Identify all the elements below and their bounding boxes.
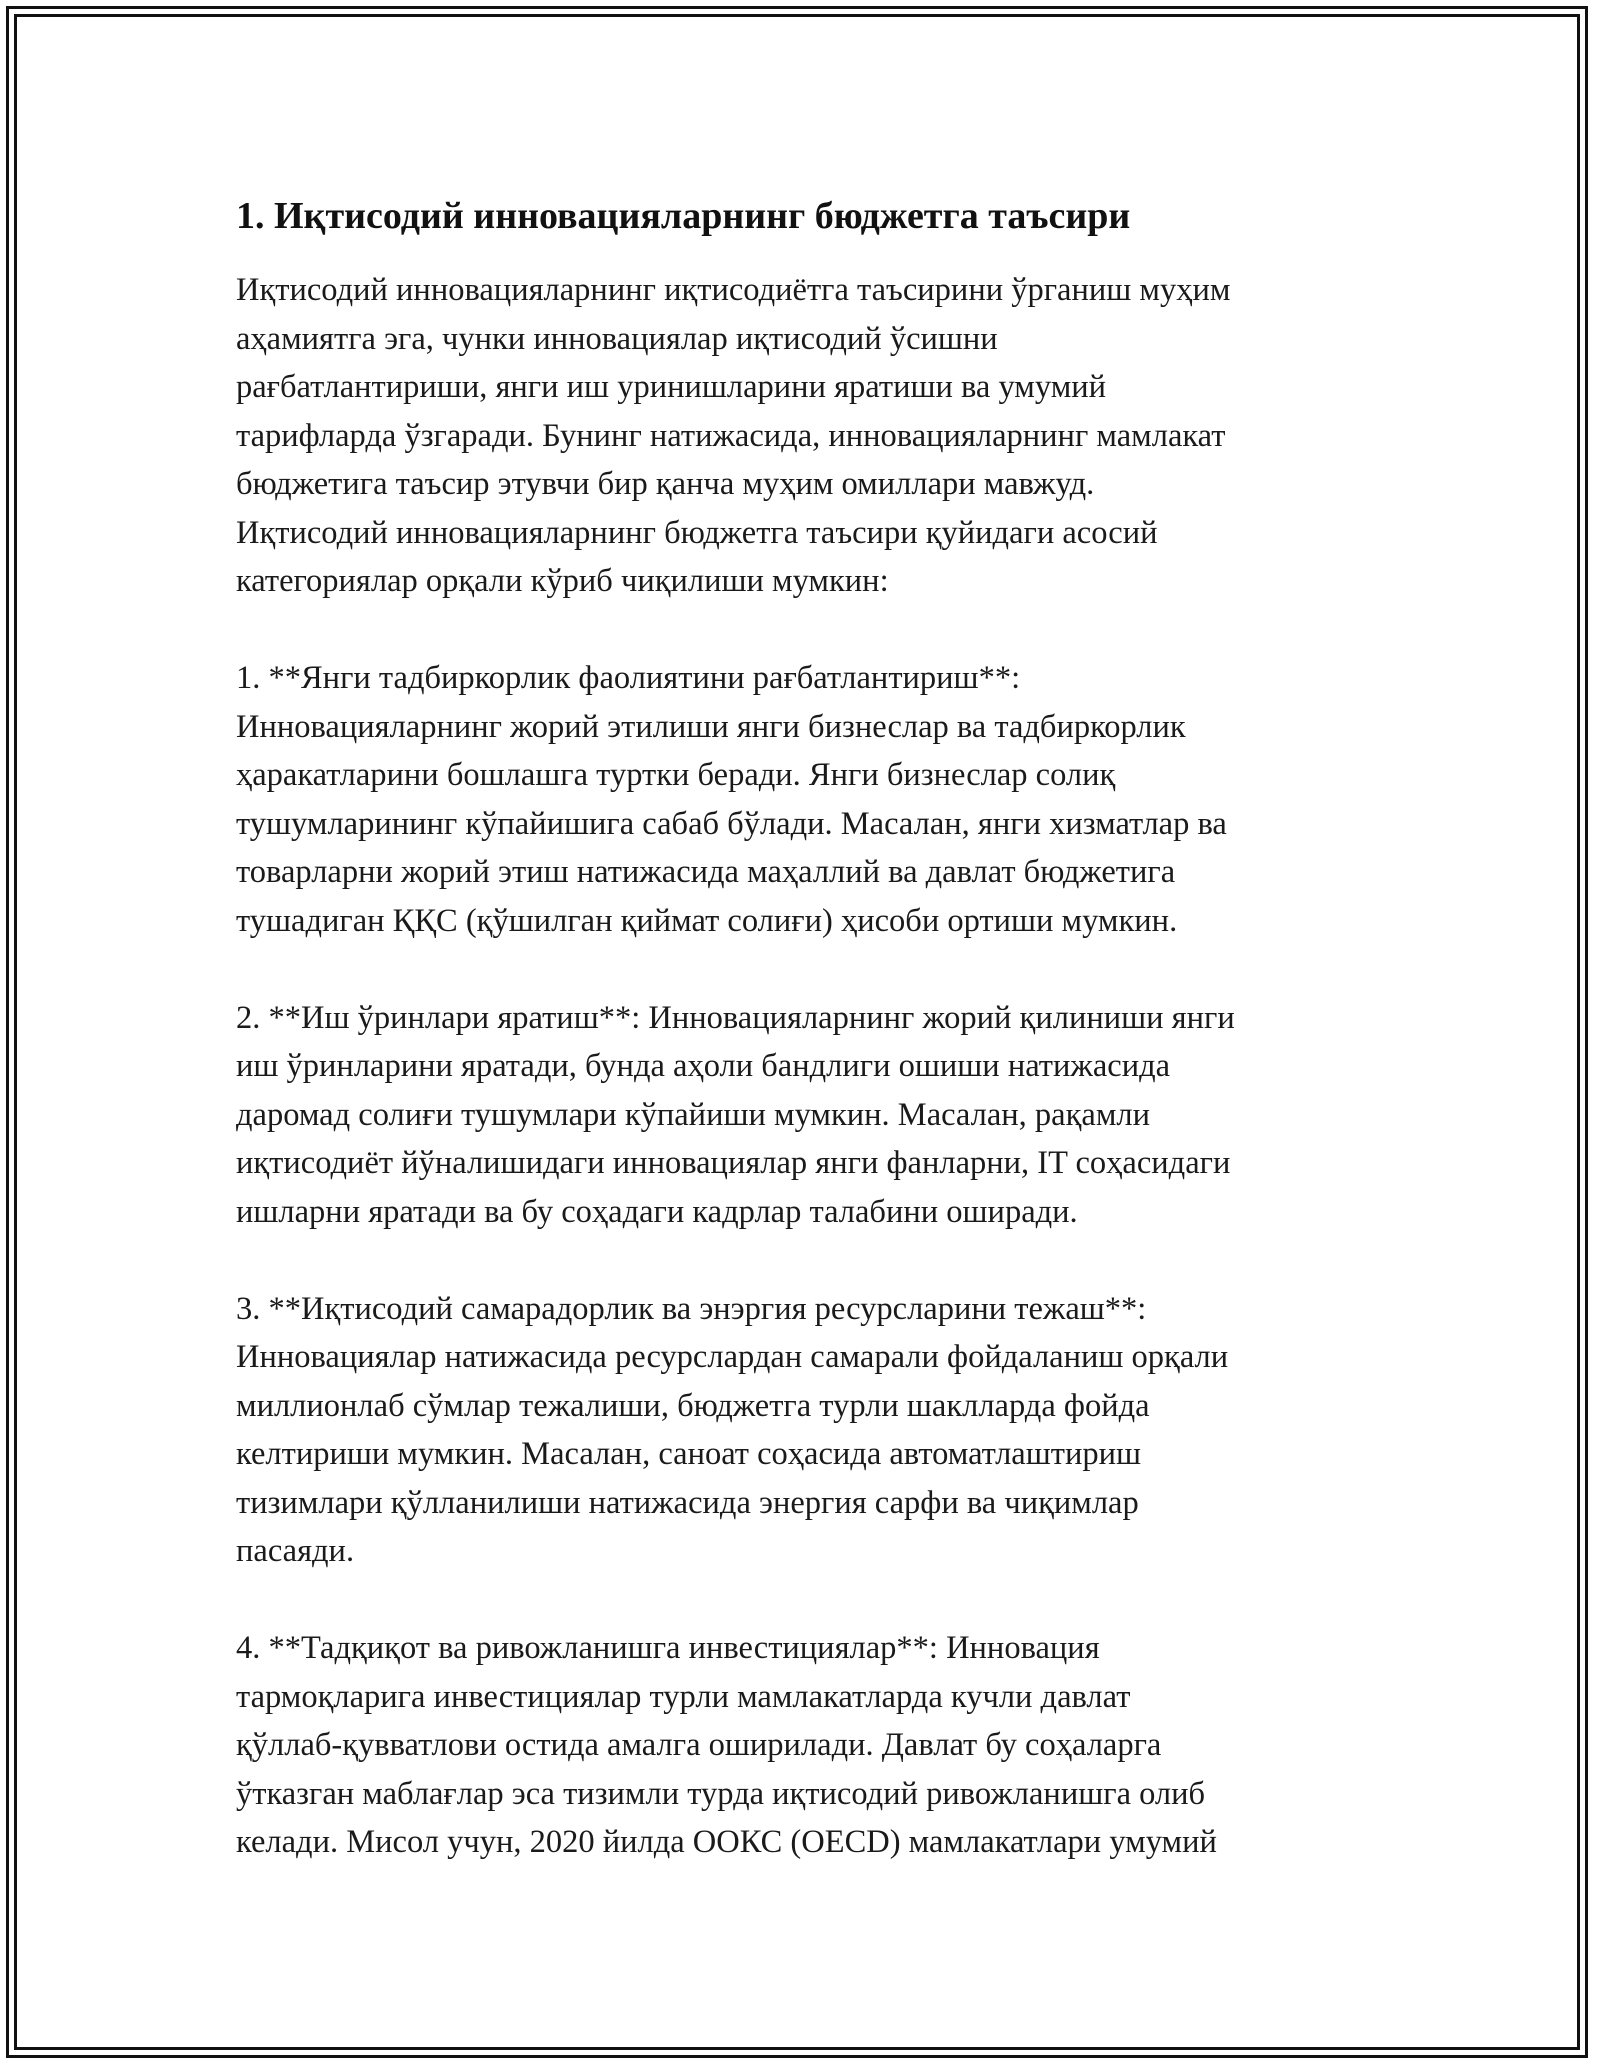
list-item-1-paragraph: 1. **Янги тадбиркорлик фаолиятини рағбатлантириш**: Инновацияларнинг жорий этилиши янги бизнеслар ва тадбиркорлик ҳаракатларини бошлашга туртки беради. Янги бизнеслар солиқ тушумларининг кўпайишига сабаб бўлади. Масалан, янги хизматлар ва товарларни жорий этиш натижасида маҳаллий ва давлат бюджетига тушадиган ҚҚС (қўшилган қиймат солиғи) ҳисоби ортиши мумкин. (236, 660, 1227, 939)
document-body (236, 186, 1376, 1867)
intro-paragraph: Иқтисодий инновацияларнинг иқтисодиётга таъсирини ўрганиш муҳим аҳамиятга эга, чунки инновациялар иқтисодий ўсишни рағбатлантириши, янги иш уринишларини яратиши ва умумий тарифларда ўзгаради. Бунинг натижасида, инновацияларнинг мамлакат бюджетига таъсир этувчи бир қанча муҳим омиллари мавжуд. Иқтисодий инновацияларнинг бюджетга таъсири қуйидаги асосий категориялар орқали кўриб чиқилиши мумкин: (236, 272, 1231, 599)
list-item-3-paragraph: 3. **Иқтисодий самарадорлик ва энэргия ресурсларини тежаш**: Инновациялар натижасида ресурслардан самарали фойдаланиш орқали миллионлаб сўмлар тежалиши, бюджетга турли шаклларда фойда келтириши мумкин. Масалан, саноат соҳасида автоматлаштириш тизимлари қўлланилиши натижасида энергия сарфи ва чиқимлар пасаяди. (236, 1290, 1229, 1569)
section-heading: 1. Иқтисодий инновацияларнинг бюджетга таъсири (236, 195, 1131, 237)
list-item-2-paragraph: 2. **Иш ўринлари яратиш**: Инновацияларнинг жорий қилиниши янги иш ўринларини яратади, бунда аҳоли бандлиги ошиши натижасида даромад солиғи тушумлари кўпайиши мумкин. Масалан, рақамли иқтисодиёт йўналишидаги инновациялар янги фанларни, IT соҳасидаги ишларни яратади ва бу соҳадаги кадрлар талабини оширади. (236, 999, 1235, 1230)
list-item-4-paragraph: 4. **Тадқиқот ва ривожланишга инвестициялар**: Инновация тармоқларига инвестициялар турли мамлакатларда кучли давлат қўллаб-қувватлови остида амалга оширилади. Давлат бу соҳаларга ўтказган маблағлар эса тизимли турда иқтисодий ривожланишга олиб келади. Мисол учун, 2020 йилда ООКС (OECD) мамлакатлари умумий (236, 1630, 1217, 1860)
